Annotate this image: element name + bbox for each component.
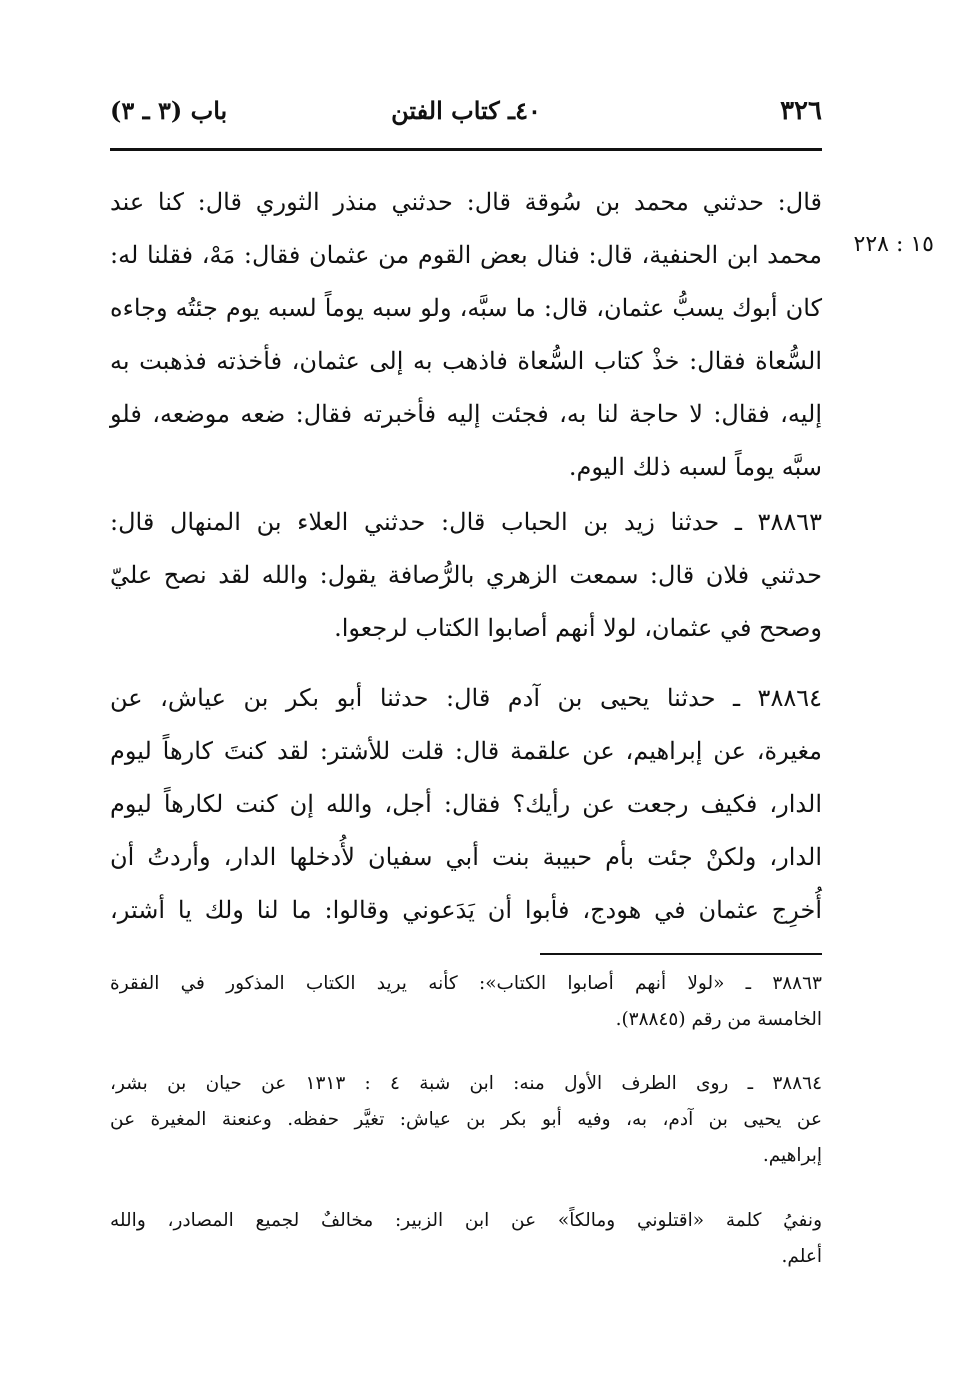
footnote-line: إبراهيم.: [762, 1145, 822, 1166]
chapter-label: باب (٣ ـ ٣): [110, 96, 228, 125]
footnote-line: ٣٨٨٦٣ ـ «لولا أنهم أصابوا الكتاب»: كأنه يريد الكتاب المذكور في الفقرة: [110, 973, 822, 994]
text-line: كان أبوك يسبُّ عثمان، قال: ما سبَّه، ولو سبه يوماً لسبه يوم جئتُه وجاءه: [110, 294, 822, 322]
text-line: ٣٨٨٦٣ ـ حدثنا زيد بن الحباب قال: حدثني العلاء بن المنهال قال:: [110, 508, 822, 536]
paragraph-1: [110, 176, 822, 494]
footnote-38864: [110, 1066, 822, 1174]
footnote-note: [110, 1203, 822, 1275]
paragraph-38863: [110, 496, 822, 655]
footnote-38863: [110, 966, 822, 1038]
footnote-line: ٣٨٨٦٤ ـ روى الطرف الأول منه: ابن شبة ٤ : ١٣١٣ عن حيان بن بشر،: [110, 1073, 823, 1094]
page-header: [110, 96, 822, 142]
footnote-line: ونفيُ كلمة «اقتلوني ومالكاً» عن ابن الزبير: مخالفٌ لجميع المصادر، والله: [110, 1210, 822, 1231]
text-line: ٣٨٨٦٤ ـ حدثنا يحيى بن آدم قال: حدثنا أبو بكر بن عياش، عن: [110, 684, 822, 712]
text-line: أُخرِج عثمان في هودج، فأبوا أن يَدَعوني وقالوا: ما لنا ولك يا أشتر،: [110, 896, 822, 924]
header-rule: [110, 148, 822, 151]
text-line: السُّعاة فقال: خذْ كتاب السُّعاة فاذهب به إلى عثمان، فأخذته فذهبت به: [110, 347, 822, 375]
footnote-line: عن يحيى بن آدم، به، وفيه أبو بكر بن عياش: تغيَّر حفظه. وعنعنة المغيرة عن: [110, 1109, 822, 1130]
text-line: سبَّه يوماً لسبه ذلك اليوم.: [568, 453, 822, 481]
text-line: حدثني فلان قال: سمعت الزهري بالرُّصافة يقول: والله لقد نصح عليّ: [110, 561, 822, 589]
footnote-line: أعلم.: [781, 1246, 822, 1267]
text-line: محمد ابن الحنفية، قال: فنال بعض القوم من عثمان فقال: مَهْ، فقلنا له:: [110, 241, 822, 269]
text-line: الدار، فكيف رجعت عن رأيك؟ فقال: أجل، والله إن كنت لكارهاً ليوم: [110, 790, 822, 818]
book-title: ٤٠ـ كتاب الفتن: [391, 96, 541, 125]
page-number: ٣٢٦: [780, 96, 822, 126]
paragraph-38864: [110, 672, 822, 937]
margin-reference: ١٥ : ٢٢٨: [853, 232, 934, 257]
footnote-line: الخامسة من رقم (٣٨٨٤٥).: [615, 1009, 822, 1030]
text-line: وصحح في عثمان، لولا أنهم أصابوا الكتاب لرجعوا.: [334, 614, 822, 642]
text-line: مغيرة، عن إبراهيم، عن علقمة قال: قلت للأشتر: لقد كنتَ كارهاً ليوم: [110, 737, 822, 765]
text-line: إليه، فقال: لا حاجة لنا به، فجئت إليه فأخبرته فقال: ضعه موضعه، فلو: [110, 400, 822, 428]
footnote-rule: [540, 953, 822, 955]
text-line: الدار، ولكنْ جئت بأم حبيبة بنت أبي سفيان لأُدخلها الدار، وأردتُ أن: [110, 843, 822, 871]
text-line: قال: حدثني محمد بن سُوقة قال: حدثني منذر الثوري قال: كنا عند: [110, 188, 822, 216]
